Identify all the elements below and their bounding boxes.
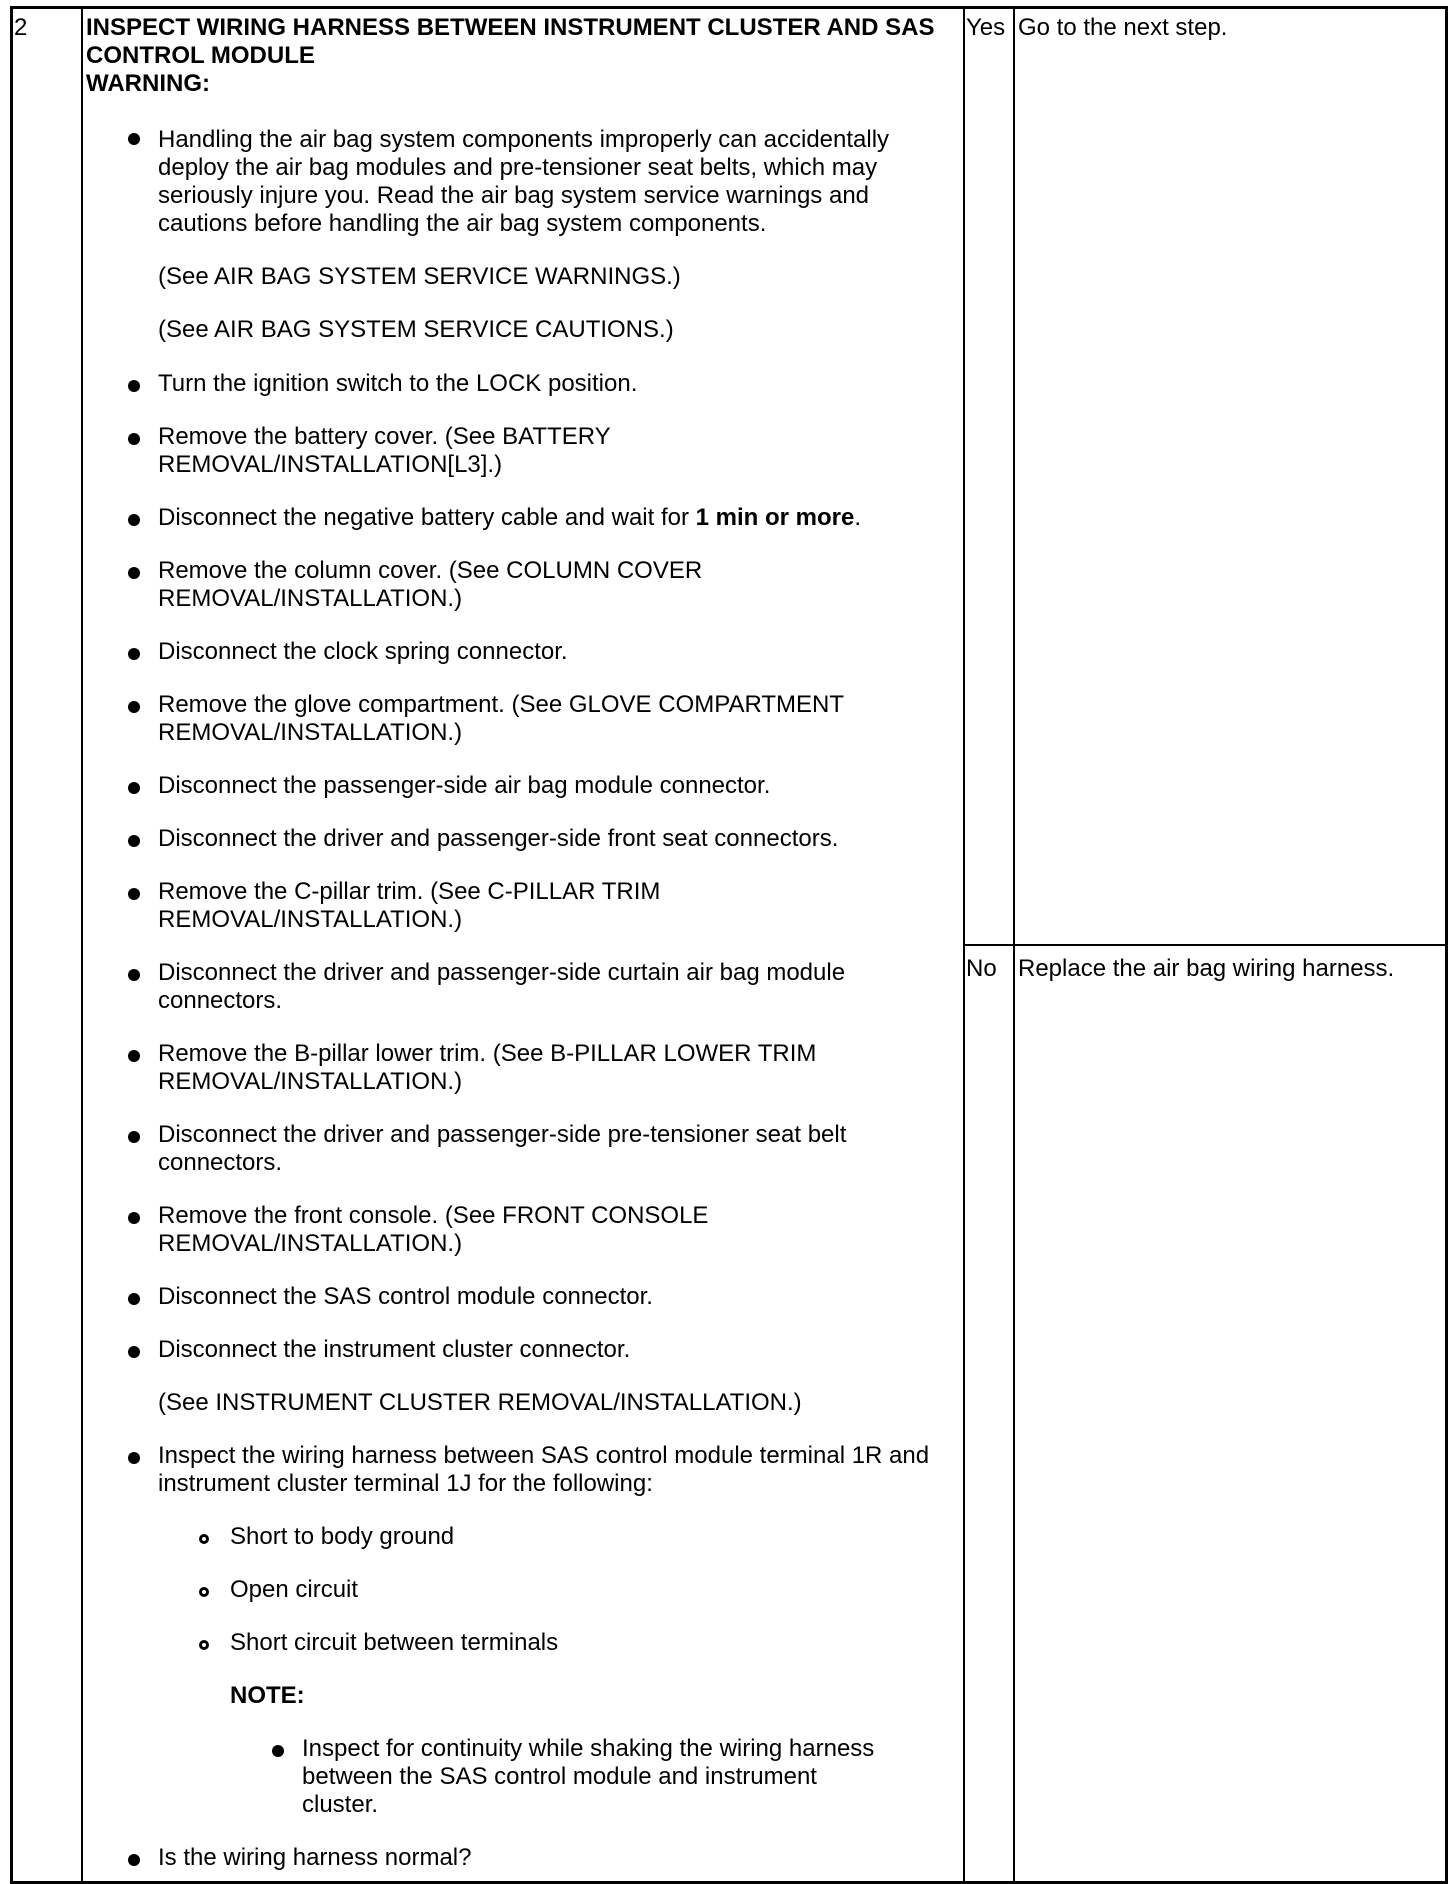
bullet-text: Inspect the wiring harness between SAS control module terminal 1R and — [158, 1442, 930, 1469]
bullet-warning — [128, 133, 140, 145]
bullet-text: Disconnect the passenger-side air bag module connector. — [158, 772, 771, 799]
note-text: between the SAS control module and instrument — [302, 1763, 817, 1790]
warning-text: deploy the air bag modules and pre-tensioner seat belts, which may — [158, 154, 878, 181]
bullet-text: REMOVAL/INSTALLATION.) — [158, 1068, 463, 1095]
note-label: NOTE: — [230, 1682, 305, 1709]
bullet-text: Disconnect the instrument cluster connector. — [158, 1336, 631, 1363]
bullet-text: Disconnect the driver and passenger-side front seat connectors. — [158, 825, 839, 852]
bullet-text: Remove the C-pillar trim. (See C-PILLAR TRIM — [158, 878, 661, 905]
sub-bullet — [199, 1640, 209, 1650]
step-title-line-1: INSPECT WIRING HARNESS BETWEEN INSTRUMENT CLUSTER AND SAS — [86, 14, 935, 41]
warning-label: WARNING: — [86, 70, 210, 97]
bullet — [128, 1050, 140, 1062]
note-text: Inspect for continuity while shaking the wiring harness — [302, 1735, 875, 1762]
sub-item-text: Short circuit between terminals — [230, 1629, 559, 1656]
bullet-text: instrument cluster terminal 1J for the following: — [158, 1470, 653, 1497]
bullet — [128, 701, 140, 713]
warning-text: Handling the air bag system components improperly can accidentally — [158, 126, 890, 153]
bullet-text: Disconnect the SAS control module connector. — [158, 1283, 653, 1310]
bullet — [128, 433, 140, 445]
bullet-text: Remove the battery cover. (See BATTERY — [158, 423, 611, 450]
bullet — [128, 888, 140, 900]
bullet-text: Remove the column cover. (See COLUMN COVER — [158, 557, 703, 584]
bullet-text: Remove the B-pillar lower trim. (See B-PILLAR LOWER TRIM — [158, 1040, 817, 1067]
bullet — [128, 835, 140, 847]
bullet-text: Remove the glove compartment. (See GLOVE COMPARTMENT — [158, 691, 845, 718]
bullet-text: Disconnect the clock spring connector. — [158, 638, 568, 665]
bullet — [128, 1293, 140, 1305]
bullet-text: connectors. — [158, 987, 283, 1014]
bullet-text: connectors. — [158, 1149, 283, 1176]
bullet-text: Disconnect the driver and passenger-side pre-tensioner seat belt — [158, 1121, 847, 1148]
result-no-action: Replace the air bag wiring harness. — [1018, 955, 1395, 982]
warning-see-warnings: (See AIR BAG SYSTEM SERVICE WARNINGS.) — [158, 263, 681, 290]
bullet-text: REMOVAL/INSTALLATION.) — [158, 1230, 463, 1257]
sub-bullet — [199, 1534, 209, 1544]
warning-see-cautions: (See AIR BAG SYSTEM SERVICE CAUTIONS.) — [158, 316, 674, 343]
sub-bullet — [199, 1587, 209, 1597]
column-divider-step — [81, 9, 83, 1881]
warning-text: seriously injure you. Read the air bag system service warnings and — [158, 182, 870, 209]
bullet-text: Disconnect the negative battery cable and wait for 1 min or more. — [158, 504, 862, 531]
result-no-label: No — [966, 955, 997, 982]
result-yes-action: Go to the next step. — [1018, 14, 1228, 41]
bullet — [128, 380, 140, 392]
step-number: 2 — [14, 14, 28, 41]
bullet — [128, 1854, 140, 1866]
bullet-text: Remove the front console. (See FRONT CONSOLE — [158, 1202, 709, 1229]
bullet-text: Disconnect the driver and passenger-side curtain air bag module — [158, 959, 846, 986]
note-bullet — [272, 1745, 284, 1757]
bullet-text: Turn the ignition switch to the LOCK position. — [158, 370, 638, 397]
note-text: cluster. — [302, 1791, 379, 1818]
result-yes-label: Yes — [966, 14, 1006, 41]
yes-no-divider — [963, 944, 1445, 946]
bullet — [128, 1131, 140, 1143]
bullet-text: REMOVAL/INSTALLATION.) — [158, 585, 463, 612]
bullet — [128, 782, 140, 794]
bullet — [128, 514, 140, 526]
sub-item-text: Open circuit — [230, 1576, 359, 1603]
bullet — [128, 1212, 140, 1224]
bullet — [128, 1346, 140, 1358]
bullet-text: REMOVAL/INSTALLATION[L3].) — [158, 451, 503, 478]
warning-text: cautions before handling the air bag system components. — [158, 210, 767, 237]
bullet-see: (See INSTRUMENT CLUSTER REMOVAL/INSTALLATION.) — [158, 1389, 802, 1416]
bullet — [128, 567, 140, 579]
step-title-line-2: CONTROL MODULE — [86, 42, 315, 69]
question-text: Is the wiring harness normal? — [158, 1844, 472, 1871]
sub-item-text: Short to body ground — [230, 1523, 455, 1550]
bullet — [128, 969, 140, 981]
bullet — [128, 648, 140, 660]
bullet — [128, 1452, 140, 1464]
bullet-text: REMOVAL/INSTALLATION.) — [158, 719, 463, 746]
bullet-text: REMOVAL/INSTALLATION.) — [158, 906, 463, 933]
